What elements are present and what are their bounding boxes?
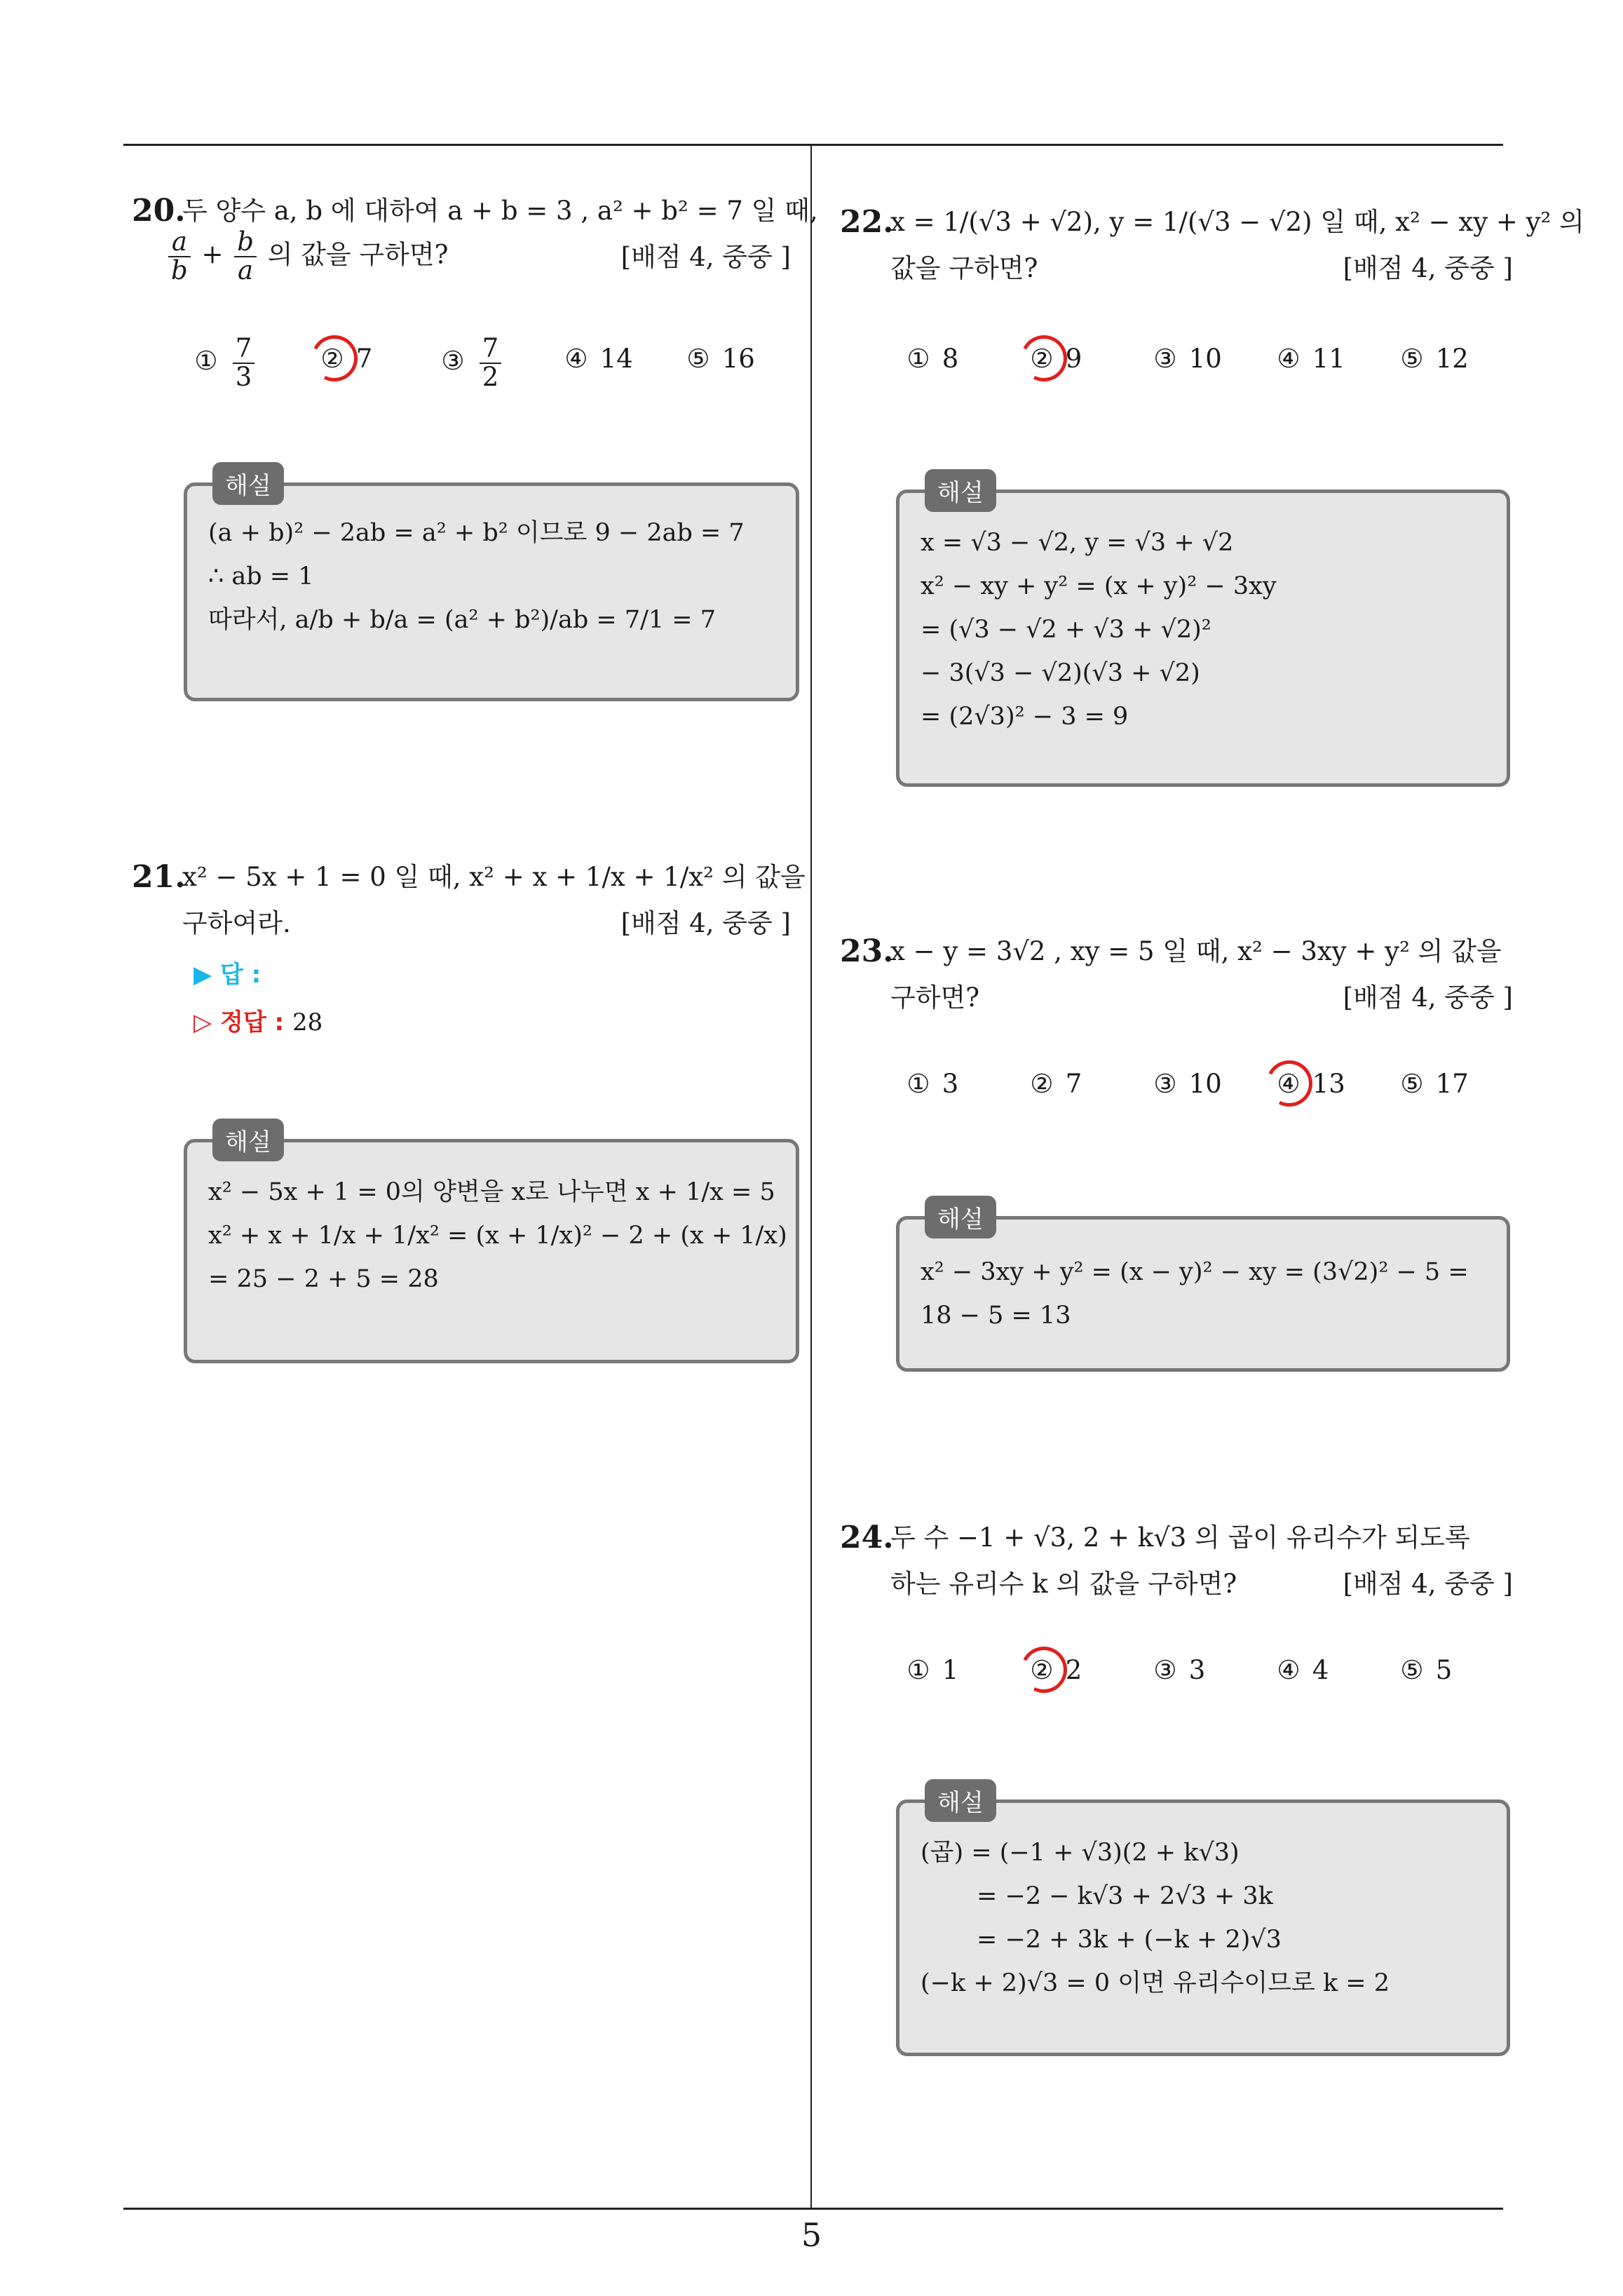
top-rule [123,144,1503,146]
score-meta: [배점 4, 중중 ] [1343,253,1513,283]
problem-22-line-2 [840,245,1513,292]
problem-21 [132,854,806,947]
problem-23-line-1 [840,928,1513,975]
answer-mark-circle [1014,1640,1073,1699]
page-number: 5 [801,2216,822,2254]
answer-prompt: ▶ 답 : [193,961,262,989]
column-divider [810,144,812,2209]
correct-answer-row [193,1003,322,1037]
choices-24 [903,1655,1506,1701]
problem-22 [840,199,1584,292]
solution-box-22 [896,479,1510,787]
solution-line: x² − xy + y² = (x + y)² − 3xy [921,572,1277,600]
choices-23 [903,1069,1506,1115]
choice-2[interactable]: ② 7 [1030,1069,1082,1099]
choice-4[interactable]: ④ 4 [1277,1655,1329,1685]
choice-5[interactable]: ⑤ 12 [1400,344,1469,374]
solution-line: x² − 5x + 1 = 0의 양변을 x로 나누면 x + 1/x = 5 [208,1178,775,1206]
solution-line: = −2 + 3k + (−k + 2)√3 [977,1926,1282,1954]
choice-5[interactable]: ⑤ 17 [1400,1069,1469,1099]
problem-number: 21. [132,859,186,895]
problem-23-line-2 [840,975,1513,1021]
problem-text: x − y = 3√2 , xy = 5 일 때, x² − 3xy + y² 의 값을 [890,936,1502,966]
choice-2[interactable]: ② 2 [1030,1655,1082,1685]
problem-number: 23. [840,933,894,969]
correct-answer-value: 28 [292,1008,323,1036]
problem-24 [840,1515,1513,1607]
problem-21-line-1 [132,854,806,900]
choices-20 [191,335,794,391]
choice-1[interactable]: ① 1 [906,1655,959,1685]
problem-text: 두 양수 a, b 에 대하여 a + b = 3 , a² + b² = 7 일 때, [182,196,818,226]
answer-mark-circle [1014,329,1073,387]
solution-line: x = √3 − √2, y = √3 + √2 [921,529,1234,557]
problem-text: 구하면? [890,982,980,1013]
solution-box-21 [184,1128,799,1363]
solution-line: = (2√3)² − 3 = 9 [921,703,1129,731]
choices-22 [903,344,1506,390]
solution-body [921,1831,1486,2005]
score-meta: [배점 4, 중중 ] [1343,982,1513,1013]
problem-22-line-1 [840,199,1584,245]
choice-3[interactable]: ③ $\frac{7}{2}$ [437,335,504,391]
solution-line: 18 − 5 = 13 [921,1302,1071,1330]
choice-3[interactable]: ③ 3 [1153,1655,1206,1685]
solution-line: = −2 − k√3 + 2√3 + 3k [977,1882,1273,1910]
solution-body [208,1170,787,1301]
problem-number: 24. [840,1520,894,1555]
answer-mark-circle [305,329,363,387]
choice-2[interactable]: ② 7 [320,344,373,374]
choice-4[interactable]: ④ 14 [564,344,633,374]
solution-label: 해설 [212,1119,284,1161]
problem-23 [840,928,1513,1021]
choice-5[interactable]: ⑤ 5 [1400,1655,1453,1685]
choice-3[interactable]: ③ 10 [1153,344,1222,374]
score-meta: [배점 4, 중중 ] [620,908,791,938]
bottom-rule [123,2208,1503,2210]
solution-line: (a + b)² − 2ab = a² + b² 이므로 9 − 2ab = 7 [208,519,745,547]
problem-20-line-2 [132,227,791,290]
problem-number: 20. [132,193,186,229]
solution-label: 해설 [925,1779,996,1822]
solution-body [921,521,1486,738]
problem-21-line-2 [132,900,791,947]
correct-answer-label: ▷ 정답 : [193,1008,285,1036]
problem-text: 두 수 −1 + √3, 2 + k√3 의 곱이 유리수가 되도록 [890,1522,1470,1553]
problem-20 [132,188,818,290]
problem-number: 22. [840,204,894,240]
solution-label: 해설 [925,469,996,512]
solution-line: ∴ ab = 1 [208,562,314,590]
solution-line: 따라서, a/b + b/a = (a² + b²)/ab = 7/1 = 7 [208,606,716,634]
solution-label: 해설 [212,462,284,505]
solution-line: = 25 − 2 + 5 = 28 [208,1265,439,1293]
answer-mark-circle [1260,1054,1318,1112]
problem-text: 하는 유리수 k 의 값을 구하면? [890,1569,1237,1599]
problem-24-line-2 [840,1561,1513,1607]
fraction-expression: $\frac{a}{b}$ + $\frac{b}{a}$ 의 값을 구하면? [165,229,448,285]
problem-20-line-1 [132,188,818,234]
choice-4[interactable]: ④ 13 [1277,1069,1345,1099]
solution-line: − 3(√3 − √2)(√3 + √2) [921,659,1200,687]
choice-2[interactable]: ② 9 [1030,344,1082,374]
choice-1[interactable]: ① 3 [906,1069,959,1099]
solution-box-20 [184,472,799,701]
solution-line: = (√3 − √2 + √3 + √2)² [921,616,1211,644]
choice-4[interactable]: ④ 11 [1277,344,1345,374]
solution-line: x² − 3xy + y² = (x − y)² − xy = (3√2)² − 5 = [921,1258,1469,1286]
problem-text: x = 1/(√3 + √2), y = 1/(√3 − √2) 일 때, x² − xy + y² 의 [890,207,1584,237]
problem-text: 값을 구하면? [890,253,1038,283]
solution-box-23 [896,1206,1510,1372]
choice-3[interactable]: ③ 10 [1153,1069,1222,1099]
solution-line: (곱) = (−1 + √3)(2 + k√3) [921,1839,1240,1867]
problem-text: 구하여라. [182,908,291,938]
solution-body [921,1250,1486,1337]
solution-line: (−k + 2)√3 = 0 이면 유리수이므로 k = 2 [921,1969,1390,1997]
solution-body [208,511,775,642]
score-meta: [배점 4, 중중 ] [1343,1569,1513,1599]
problem-text: x² − 5x + 1 = 0 일 때, x² + x + 1/x + 1/x² 의 값을 [182,862,806,892]
score-meta: [배점 4, 중중 ] [620,242,791,272]
solution-box-24 [896,1789,1510,2056]
solution-label: 해설 [925,1196,996,1238]
answer-input-row[interactable] [193,955,261,990]
choice-5[interactable]: ⑤ 16 [686,344,755,374]
solution-line: x² + x + 1/x + 1/x² = (x + 1/x)² − 2 + (x + 1/x) [208,1222,787,1250]
choice-1[interactable]: ① 8 [906,344,959,374]
problem-24-line-1 [840,1515,1513,1561]
choice-1[interactable]: ① $\frac{7}{3}$ [191,335,257,391]
problem-text-tail: 의 값을 구하면? [267,239,449,270]
